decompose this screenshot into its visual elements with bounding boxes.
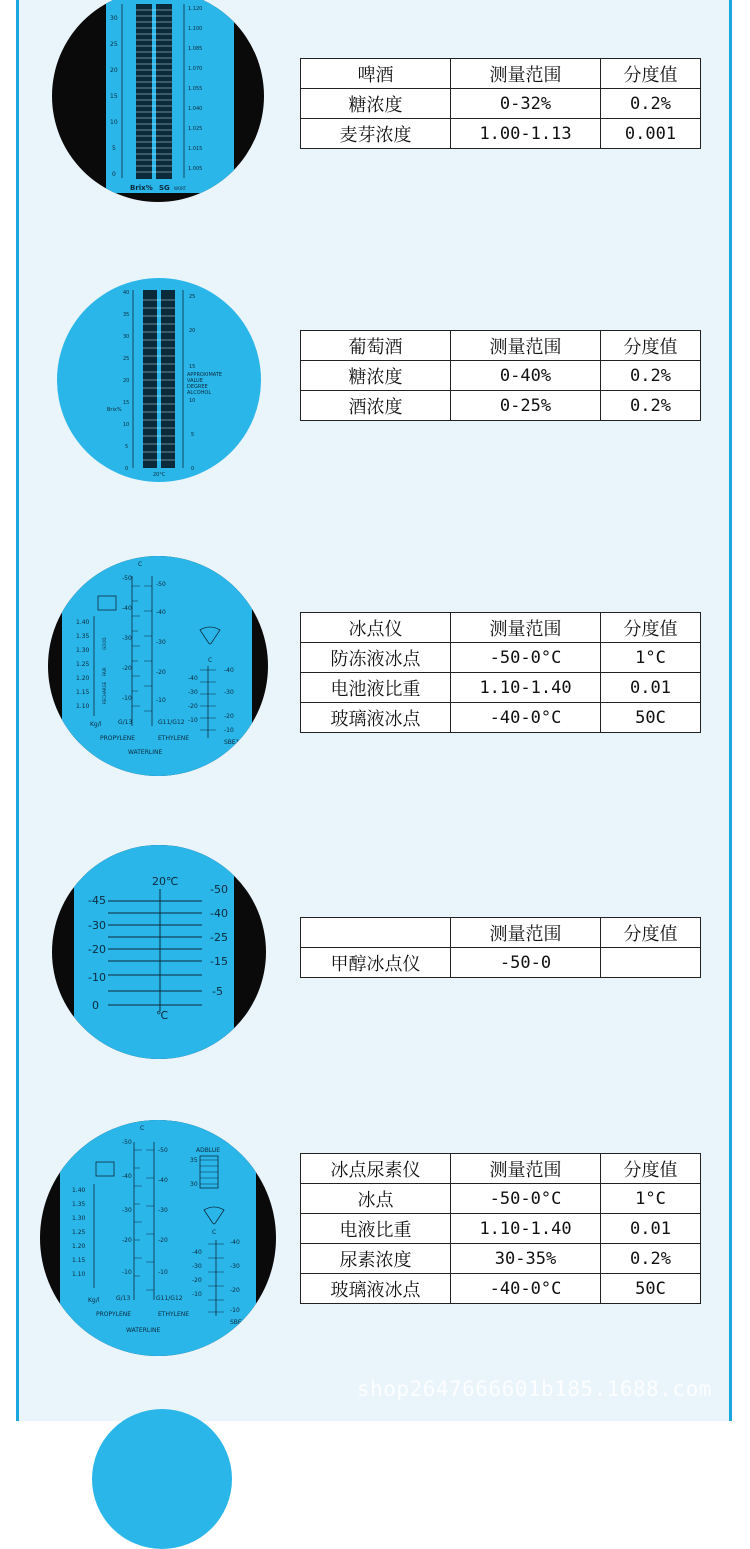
table-cell: 尿素浓度 xyxy=(301,1244,451,1274)
svg-text:1.070: 1.070 xyxy=(188,66,203,72)
table-cell: 1.00-1.13 xyxy=(451,119,601,149)
svg-text:1.15: 1.15 xyxy=(76,689,90,696)
svg-text:15: 15 xyxy=(189,364,196,370)
table-cell: -50-0 xyxy=(451,948,601,978)
table-header-row xyxy=(301,613,701,643)
table-cell: 0.01 xyxy=(601,673,701,703)
table-cell: 30-35% xyxy=(451,1244,601,1274)
svg-text:-20: -20 xyxy=(88,943,106,956)
svg-text:-40: -40 xyxy=(188,675,198,682)
svg-text:Kg/l: Kg/l xyxy=(90,721,102,728)
table-cell: 甲醇冰点仪 xyxy=(301,948,451,978)
svg-text:VALUE: VALUE xyxy=(187,378,203,384)
methanol-scale-image xyxy=(52,845,266,1059)
svg-text:1.120: 1.120 xyxy=(188,6,203,12)
next-scale-image-partial xyxy=(92,1409,232,1549)
svg-text:-10: -10 xyxy=(188,717,198,724)
svg-text:ETHYLENE: ETHYLENE xyxy=(158,1311,190,1318)
svg-text:-20: -20 xyxy=(230,1287,240,1294)
table-row xyxy=(301,643,701,673)
svg-text:1.100: 1.100 xyxy=(188,26,203,32)
table-cell: 0.2% xyxy=(601,361,701,391)
urea-spec-table xyxy=(300,1153,701,1304)
table-cell: 1°C xyxy=(601,1184,701,1214)
svg-text:1.040: 1.040 xyxy=(188,106,203,112)
antifreeze-spec-table xyxy=(300,612,701,733)
table-cell xyxy=(301,918,451,948)
svg-text:5: 5 xyxy=(191,432,195,438)
svg-text:1.015: 1.015 xyxy=(188,146,203,152)
svg-text:1.10: 1.10 xyxy=(76,703,90,710)
svg-text:-40: -40 xyxy=(224,667,234,674)
svg-text:-10: -10 xyxy=(158,1269,168,1276)
svg-text:FAIR: FAIR xyxy=(102,667,107,676)
svg-text:-50: -50 xyxy=(158,1147,168,1154)
beer-scale-image xyxy=(52,0,264,202)
svg-text:30: 30 xyxy=(123,334,130,340)
table-cell: 测量范围 xyxy=(451,1154,601,1184)
svg-text:-30: -30 xyxy=(122,1207,132,1214)
table-cell: 测量范围 xyxy=(451,331,601,361)
table-cell: -40-0°C xyxy=(451,703,601,733)
svg-text:0: 0 xyxy=(125,466,129,472)
table-cell: 0.2% xyxy=(601,1244,701,1274)
table-cell: 0.001 xyxy=(601,119,701,149)
svg-text:1.35: 1.35 xyxy=(76,633,90,640)
svg-text:SG: SG xyxy=(159,184,170,192)
svg-text:-40: -40 xyxy=(122,1173,132,1180)
methanol-spec-table xyxy=(300,917,701,978)
table-cell: -50-0°C xyxy=(451,643,601,673)
table-cell: 1.10-1.40 xyxy=(451,1214,601,1244)
svg-text:1.15: 1.15 xyxy=(72,1257,86,1264)
table-header-row xyxy=(301,918,701,948)
svg-text:-15: -15 xyxy=(210,955,228,968)
svg-text:25: 25 xyxy=(189,294,196,300)
table-cell: 1.10-1.40 xyxy=(451,673,601,703)
svg-text:-10: -10 xyxy=(88,971,106,984)
svg-text:1.005: 1.005 xyxy=(188,166,203,172)
table-cell: 啤酒 xyxy=(301,59,451,89)
table-cell: 冰点仪 xyxy=(301,613,451,643)
svg-text:1.25: 1.25 xyxy=(76,661,90,668)
svg-text:-20: -20 xyxy=(158,1237,168,1244)
svg-text:15: 15 xyxy=(110,93,118,100)
svg-text:-50: -50 xyxy=(122,1139,132,1146)
svg-text:-30: -30 xyxy=(188,689,198,696)
svg-text:C: C xyxy=(138,561,143,568)
svg-text:Brix%: Brix% xyxy=(130,184,153,192)
svg-text:-20: -20 xyxy=(192,1277,202,1284)
urea-scale-image xyxy=(40,1120,276,1356)
table-cell: 分度值 xyxy=(601,59,701,89)
svg-text:-20: -20 xyxy=(156,669,166,676)
svg-text:10: 10 xyxy=(123,422,130,428)
svg-text:C: C xyxy=(212,1229,217,1236)
svg-text:-10: -10 xyxy=(122,1269,132,1276)
svg-text:-40: -40 xyxy=(158,1177,168,1184)
table-row xyxy=(301,1274,701,1304)
svg-text:-40: -40 xyxy=(156,609,166,616)
svg-text:-40: -40 xyxy=(192,1249,202,1256)
table-cell: 玻璃液冰点 xyxy=(301,1274,451,1304)
svg-text:25: 25 xyxy=(123,356,130,362)
svg-text:WATERLINE: WATERLINE xyxy=(128,749,163,756)
svg-text:-40: -40 xyxy=(122,605,132,612)
svg-text:-30: -30 xyxy=(158,1207,168,1214)
svg-text:5: 5 xyxy=(125,444,129,450)
table-row xyxy=(301,948,701,978)
svg-text:1.25: 1.25 xyxy=(72,1229,86,1236)
svg-text:APPROXIMATE: APPROXIMATE xyxy=(187,372,222,378)
svg-text:-20: -20 xyxy=(188,703,198,710)
table-cell: -50-0°C xyxy=(451,1184,601,1214)
svg-text:20: 20 xyxy=(123,378,130,384)
table-cell: 1°C xyxy=(601,643,701,673)
svg-text:-40: -40 xyxy=(210,907,228,920)
svg-text:WATERLINE: WATERLINE xyxy=(126,1327,161,1334)
table-header-row xyxy=(301,1154,701,1184)
table-cell: 测量范围 xyxy=(451,59,601,89)
table-cell xyxy=(601,948,701,978)
svg-text:1.40: 1.40 xyxy=(72,1187,86,1194)
svg-text:C: C xyxy=(140,1125,145,1132)
table-cell: 分度值 xyxy=(601,613,701,643)
table-cell: 0-25% xyxy=(451,391,601,421)
svg-text:1.40: 1.40 xyxy=(76,619,90,626)
svg-text:-10: -10 xyxy=(156,697,166,704)
svg-text:C: C xyxy=(208,657,213,664)
svg-text:-45: -45 xyxy=(88,894,106,907)
svg-text:0: 0 xyxy=(92,999,99,1012)
table-cell: 电液比重 xyxy=(301,1214,451,1244)
svg-text:1.30: 1.30 xyxy=(72,1215,86,1222)
svg-text:10: 10 xyxy=(110,119,118,126)
svg-text:-30: -30 xyxy=(192,1263,202,1270)
table-row xyxy=(301,1184,701,1214)
svg-text:WORT: WORT xyxy=(174,186,187,191)
svg-text:1.30: 1.30 xyxy=(76,647,90,654)
svg-text:G11/G12: G11/G12 xyxy=(158,719,185,726)
table-cell: 糖浓度 xyxy=(301,89,451,119)
svg-text:30: 30 xyxy=(190,1181,198,1188)
svg-text:-30: -30 xyxy=(230,1263,240,1270)
table-row xyxy=(301,1214,701,1244)
svg-text:G/13: G/13 xyxy=(116,1295,131,1302)
table-cell: 电池液比重 xyxy=(301,673,451,703)
table-row xyxy=(301,119,701,149)
wine-spec-table xyxy=(300,330,701,421)
svg-text:Kg/l: Kg/l xyxy=(88,1297,100,1304)
svg-text:SBE1: SBE1 xyxy=(230,1319,246,1326)
svg-text:15: 15 xyxy=(123,400,130,406)
antifreeze-scale-image xyxy=(48,556,268,776)
table-cell: 0-32% xyxy=(451,89,601,119)
svg-text:-20: -20 xyxy=(224,713,234,720)
svg-text:40: 40 xyxy=(123,290,130,296)
table-cell: 50C xyxy=(601,1274,701,1304)
svg-text:PROPYLENE: PROPYLENE xyxy=(96,1311,132,1318)
svg-text:G/13: G/13 xyxy=(118,719,133,726)
svg-text:1.20: 1.20 xyxy=(72,1243,86,1250)
svg-text:-30: -30 xyxy=(156,639,166,646)
svg-text:-10: -10 xyxy=(122,695,132,702)
table-row xyxy=(301,673,701,703)
svg-text:1.10: 1.10 xyxy=(72,1271,86,1278)
svg-text:0: 0 xyxy=(112,171,116,178)
table-cell: 测量范围 xyxy=(451,613,601,643)
svg-text:20℃: 20℃ xyxy=(152,875,179,888)
table-cell: 酒浓度 xyxy=(301,391,451,421)
svg-text:25: 25 xyxy=(110,41,118,48)
svg-text:-50: -50 xyxy=(210,883,228,896)
svg-text:DEGREE: DEGREE xyxy=(187,384,208,390)
table-cell: -40-0°C xyxy=(451,1274,601,1304)
table-cell: 0-40% xyxy=(451,361,601,391)
table-row xyxy=(301,361,701,391)
svg-text:-50: -50 xyxy=(122,575,132,582)
wine-scale-image xyxy=(57,278,261,482)
svg-text:ETHYLENE: ETHYLENE xyxy=(158,735,190,742)
svg-text:35: 35 xyxy=(190,1157,198,1164)
svg-text:PROPYLENE: PROPYLENE xyxy=(100,735,136,742)
svg-text:-30: -30 xyxy=(88,919,106,932)
svg-text:-10: -10 xyxy=(230,1307,240,1314)
svg-text:10: 10 xyxy=(189,398,196,404)
table-cell: 糖浓度 xyxy=(301,361,451,391)
svg-text:35: 35 xyxy=(123,312,130,318)
table-cell: 0.2% xyxy=(601,89,701,119)
table-row xyxy=(301,1244,701,1274)
svg-text:Brix%: Brix% xyxy=(107,407,122,413)
svg-text:5: 5 xyxy=(112,145,116,152)
svg-text:RECHARGE: RECHARGE xyxy=(102,681,107,704)
table-header-row xyxy=(301,331,701,361)
svg-text:-10: -10 xyxy=(192,1291,202,1298)
beer-spec-table xyxy=(300,58,701,149)
svg-text:1.055: 1.055 xyxy=(188,86,203,92)
svg-text:-25: -25 xyxy=(210,931,228,944)
table-cell: 分度值 xyxy=(601,1154,701,1184)
table-cell: 0.01 xyxy=(601,1214,701,1244)
table-row xyxy=(301,89,701,119)
svg-text:ADBLUE: ADBLUE xyxy=(196,1147,221,1154)
svg-text:ALCOHOL: ALCOHOL xyxy=(187,390,212,396)
svg-text:G11/G12: G11/G12 xyxy=(156,1295,183,1302)
svg-text:20: 20 xyxy=(189,328,196,334)
watermark: shop2647666601b185.1688.com xyxy=(357,1377,712,1401)
table-cell: 测量范围 xyxy=(451,918,601,948)
svg-text:1.20: 1.20 xyxy=(76,675,90,682)
table-cell: 防冻液冰点 xyxy=(301,643,451,673)
svg-text:-10: -10 xyxy=(224,727,234,734)
table-header-row xyxy=(301,59,701,89)
table-cell: 玻璃液冰点 xyxy=(301,703,451,733)
table-cell: 50C xyxy=(601,703,701,733)
svg-text:1.025: 1.025 xyxy=(188,126,203,132)
svg-text:20°C: 20°C xyxy=(153,472,166,478)
svg-text:-50: -50 xyxy=(156,581,166,588)
svg-text:-20: -20 xyxy=(122,1237,132,1244)
svg-text:-30: -30 xyxy=(122,635,132,642)
svg-text:-5: -5 xyxy=(212,985,223,998)
svg-text:-40: -40 xyxy=(230,1239,240,1246)
svg-text:-30: -30 xyxy=(224,689,234,696)
table-cell: 葡萄酒 xyxy=(301,331,451,361)
table-row xyxy=(301,703,701,733)
svg-text:SBE1: SBE1 xyxy=(224,739,240,746)
svg-text:-20: -20 xyxy=(122,665,132,672)
svg-text:1.085: 1.085 xyxy=(188,46,203,52)
table-cell: 分度值 xyxy=(601,918,701,948)
table-cell: 分度值 xyxy=(601,331,701,361)
svg-text:℃: ℃ xyxy=(156,1009,169,1022)
svg-text:1.35: 1.35 xyxy=(72,1201,86,1208)
table-row xyxy=(301,391,701,421)
svg-text:GOOD: GOOD xyxy=(102,637,107,650)
table-cell: 0.2% xyxy=(601,391,701,421)
svg-text:0: 0 xyxy=(191,466,195,472)
table-cell: 冰点尿素仪 xyxy=(301,1154,451,1184)
table-cell: 麦芽浓度 xyxy=(301,119,451,149)
table-cell: 冰点 xyxy=(301,1184,451,1214)
svg-text:20: 20 xyxy=(110,67,118,74)
svg-text:30: 30 xyxy=(110,15,118,22)
